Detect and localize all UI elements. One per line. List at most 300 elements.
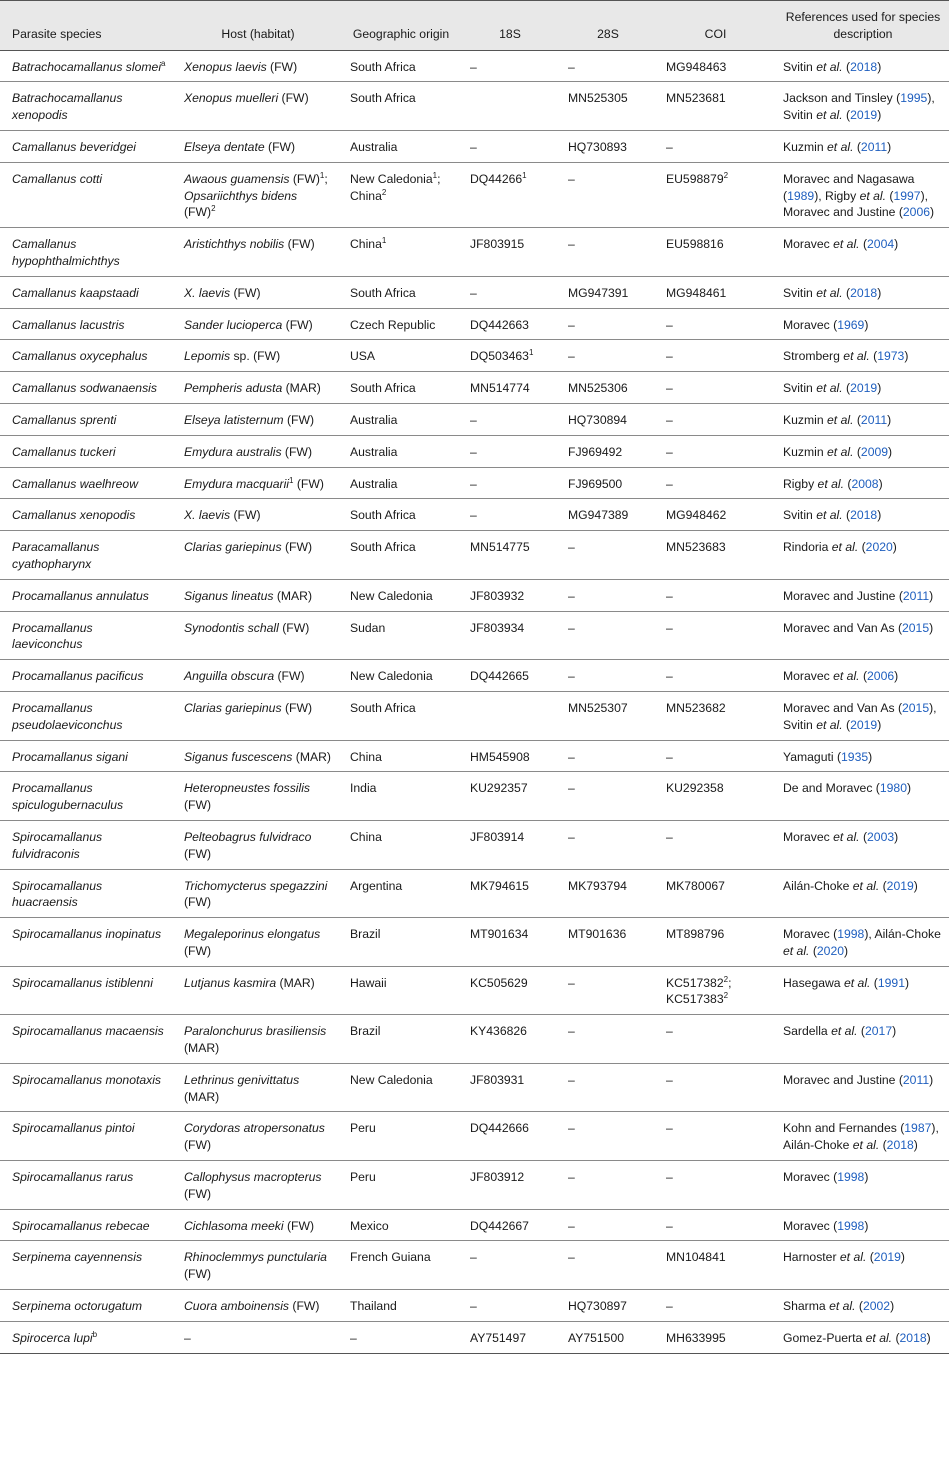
reference-text: Rindoria bbox=[783, 540, 832, 555]
parasite-species-cell bbox=[0, 1112, 172, 1161]
accession-18s: DQ442667 bbox=[470, 1218, 529, 1233]
parasite-species-cell bbox=[0, 1209, 172, 1241]
accession-28s: – bbox=[568, 975, 575, 990]
origin-cell bbox=[338, 869, 458, 918]
accession-coi-text: – bbox=[666, 1072, 673, 1087]
table-row bbox=[0, 1290, 949, 1322]
reference-citation-year: 2018 bbox=[850, 285, 878, 300]
reference-italic: et al. bbox=[816, 285, 843, 300]
host-italic: Callophysus macropterus bbox=[184, 1170, 322, 1185]
parasite-species-italic: Procamallanus laeviconchus bbox=[12, 620, 93, 652]
accession-coi-cell bbox=[654, 869, 771, 918]
accession-18s-cell bbox=[458, 660, 556, 692]
parasite-species-cell bbox=[0, 918, 172, 967]
accession-18s-cell bbox=[458, 228, 556, 277]
table-row bbox=[0, 740, 949, 772]
origin-cell bbox=[338, 228, 458, 277]
references-cell bbox=[771, 372, 949, 404]
reference-text: ( bbox=[842, 108, 851, 123]
parasite-species-italic: Serpinema cayennensis bbox=[12, 1250, 143, 1265]
accession-coi-cell bbox=[654, 1241, 771, 1290]
reference-text: ), Svitin bbox=[783, 91, 935, 123]
accession-28s: – bbox=[568, 317, 575, 332]
host-superscript: 1 bbox=[289, 475, 294, 485]
table-row bbox=[0, 467, 949, 499]
accession-coi-cell bbox=[654, 162, 771, 227]
accession-coi-cell bbox=[654, 82, 771, 131]
parasite-species-italic: Camallanus sprenti bbox=[12, 412, 117, 427]
accession-coi-text: MN523681 bbox=[666, 91, 726, 106]
reference-text: Moravec ( bbox=[783, 1170, 838, 1185]
accession-coi-text: KC517382 bbox=[666, 975, 724, 990]
accession-28s-cell bbox=[556, 740, 654, 772]
origin-superscript: 1 bbox=[432, 170, 438, 180]
origin-text: New Caledonia bbox=[350, 588, 433, 603]
accession-coi-text: MG948462 bbox=[666, 508, 727, 523]
table-row bbox=[0, 162, 949, 227]
accession-coi-text: – bbox=[666, 829, 673, 844]
reference-citation-year: 2019 bbox=[850, 108, 878, 123]
host-italic: Aristichthys nobilis bbox=[184, 237, 285, 252]
host-text: – bbox=[184, 1330, 191, 1345]
reference-citation-year: 2003 bbox=[867, 829, 895, 844]
accession-28s: MN525307 bbox=[568, 700, 628, 715]
host-text: (MAR) bbox=[184, 1089, 220, 1104]
host-italic: Opsariichthys bidens bbox=[184, 188, 298, 203]
origin-text: ; China bbox=[350, 171, 441, 203]
references-cell bbox=[771, 340, 949, 372]
accession-coi-superscript: 2 bbox=[723, 974, 729, 984]
accession-coi-cell bbox=[654, 740, 771, 772]
parasite-species-cell bbox=[0, 772, 172, 821]
accession-18s-cell bbox=[458, 340, 556, 372]
host-cell bbox=[172, 308, 338, 340]
parasite-species-italic: Spirocamallanus istiblenni bbox=[12, 975, 153, 990]
origin-text: Argentina bbox=[350, 878, 403, 893]
accession-28s-cell bbox=[556, 820, 654, 869]
reference-italic: et al. bbox=[829, 1299, 856, 1314]
parasite-species-cell bbox=[0, 869, 172, 918]
accession-coi-cell bbox=[654, 691, 771, 740]
accession-18s-cell bbox=[458, 691, 556, 740]
host-cell bbox=[172, 918, 338, 967]
accession-coi-text: – bbox=[666, 317, 673, 332]
header-row bbox=[0, 1, 949, 51]
accession-28s-cell bbox=[556, 1063, 654, 1112]
reference-text: Moravec ( bbox=[783, 1218, 838, 1233]
reference-text: ( bbox=[809, 943, 817, 958]
reference-text: Moravec and Van As ( bbox=[783, 620, 902, 635]
host-text: (FW) bbox=[230, 508, 261, 523]
host-italic: Pelteobagrus fulvidraco bbox=[184, 829, 312, 844]
accession-coi-cell bbox=[654, 611, 771, 660]
origin-cell bbox=[338, 1112, 458, 1161]
accession-coi-cell bbox=[654, 1321, 771, 1353]
accession-28s: – bbox=[568, 669, 575, 684]
reference-italic: et al. bbox=[843, 349, 870, 364]
host-text: (FW) bbox=[230, 285, 261, 300]
accession-28s-cell bbox=[556, 403, 654, 435]
reference-italic: et al. bbox=[827, 444, 854, 459]
reference-text: ) bbox=[929, 1072, 934, 1087]
accession-18s: JF803932 bbox=[470, 588, 525, 603]
table-row bbox=[0, 1209, 949, 1241]
host-italic: Xenopus laevis bbox=[184, 59, 267, 74]
origin-cell bbox=[338, 660, 458, 692]
accession-28s: HQ730897 bbox=[568, 1299, 627, 1314]
parasite-species-italic: Spirocamallanus inopinatus bbox=[12, 927, 162, 942]
accession-18s: DQ442663 bbox=[470, 317, 529, 332]
origin-cell bbox=[338, 820, 458, 869]
reference-text: ) bbox=[877, 108, 882, 123]
accession-28s: MN525306 bbox=[568, 381, 628, 396]
host-text: (FW) bbox=[184, 846, 212, 861]
references-cell bbox=[771, 435, 949, 467]
accession-28s: – bbox=[568, 749, 575, 764]
host-cell bbox=[172, 772, 338, 821]
parasite-species-cell bbox=[0, 691, 172, 740]
reference-text: ) bbox=[892, 1024, 897, 1039]
table-row bbox=[0, 1015, 949, 1064]
host-superscript: 2 bbox=[211, 204, 216, 214]
host-cell bbox=[172, 372, 338, 404]
origin-text: South Africa bbox=[350, 508, 416, 523]
host-cell bbox=[172, 467, 338, 499]
accession-18s: JF803912 bbox=[470, 1170, 525, 1185]
host-text: (MAR) bbox=[273, 588, 313, 603]
header-parasite-species: Parasite species bbox=[0, 1, 172, 51]
origin-text: South Africa bbox=[350, 700, 416, 715]
accession-coi-text: MH633995 bbox=[666, 1330, 726, 1345]
origin-cell bbox=[338, 611, 458, 660]
accession-28s-cell bbox=[556, 162, 654, 227]
origin-cell bbox=[338, 372, 458, 404]
accession-28s-cell bbox=[556, 499, 654, 531]
reference-text: ( bbox=[853, 139, 861, 154]
accession-coi-cell bbox=[654, 1161, 771, 1210]
parasite-species-cell bbox=[0, 1321, 172, 1353]
origin-text: China bbox=[350, 829, 382, 844]
accession-coi-text: – bbox=[666, 620, 673, 635]
accession-28s: – bbox=[568, 781, 575, 796]
accession-coi-cell bbox=[654, 276, 771, 308]
accession-18s-cell bbox=[458, 50, 556, 82]
reference-citation-year: 2018 bbox=[886, 1138, 914, 1153]
references-cell bbox=[771, 82, 949, 131]
references-cell bbox=[771, 660, 949, 692]
accession-coi-cell bbox=[654, 130, 771, 162]
accession-coi-cell bbox=[654, 50, 771, 82]
accession-coi-text: – bbox=[666, 669, 673, 684]
accession-coi-text: MN523683 bbox=[666, 540, 726, 555]
accession-28s: MK793794 bbox=[568, 878, 627, 893]
reference-citation-year: 2002 bbox=[862, 1299, 891, 1314]
accession-28s: HQ730894 bbox=[568, 412, 627, 427]
reference-citation-year: 2011 bbox=[902, 1072, 930, 1087]
accession-18s: HM545908 bbox=[470, 749, 530, 764]
host-italic: Siganus fuscescens bbox=[184, 749, 293, 764]
reference-citation-year: 2017 bbox=[865, 1024, 893, 1039]
origin-cell bbox=[338, 403, 458, 435]
references-cell bbox=[771, 1321, 949, 1353]
table-row bbox=[0, 660, 949, 692]
host-text: (MAR) bbox=[184, 1041, 220, 1056]
accession-18s-cell bbox=[458, 918, 556, 967]
reference-text: Harnoster bbox=[783, 1250, 840, 1265]
origin-text: Thailand bbox=[350, 1299, 397, 1314]
accession-28s: – bbox=[568, 540, 575, 555]
parasite-species-cell bbox=[0, 611, 172, 660]
reference-italic: et al. bbox=[852, 1138, 880, 1153]
reference-citation-year: 1969 bbox=[837, 317, 865, 332]
host-italic: Synodontis schall bbox=[184, 620, 279, 635]
parasite-species-cell bbox=[0, 499, 172, 531]
accession-coi-text: MK780067 bbox=[666, 878, 725, 893]
reference-text: ( bbox=[853, 412, 861, 427]
reference-italic: et al. bbox=[816, 508, 843, 523]
accession-18s: – bbox=[470, 139, 477, 154]
host-italic: Emydura australis bbox=[184, 444, 282, 459]
host-text: (FW) bbox=[281, 700, 313, 715]
reference-text: ) bbox=[894, 237, 899, 252]
table-row bbox=[0, 1112, 949, 1161]
accession-28s-cell bbox=[556, 966, 654, 1015]
parasite-species-italic: Spirocamallanus rebecae bbox=[12, 1218, 150, 1233]
parasite-species-cell bbox=[0, 308, 172, 340]
accession-coi-cell bbox=[654, 1112, 771, 1161]
reference-text: ( bbox=[842, 717, 851, 732]
host-text: (FW) bbox=[184, 1186, 212, 1201]
host-italic: Lethrinus genivittatus bbox=[184, 1072, 300, 1087]
accession-28s: – bbox=[568, 1250, 575, 1265]
table-row bbox=[0, 1063, 949, 1112]
host-italic: Siganus lineatus bbox=[184, 588, 274, 603]
host-text: (FW) bbox=[274, 669, 305, 684]
host-italic: Emydura macquarii bbox=[184, 476, 289, 491]
accession-18s: MN514775 bbox=[470, 540, 530, 555]
reference-italic: et al. bbox=[816, 108, 843, 123]
reference-italic: et al. bbox=[865, 1330, 893, 1345]
table-row bbox=[0, 340, 949, 372]
origin-text: Australia bbox=[350, 412, 398, 427]
host-cell bbox=[172, 660, 338, 692]
host-text: (FW) bbox=[289, 171, 320, 186]
accession-28s: – bbox=[568, 1072, 575, 1087]
reference-text: Sardella bbox=[783, 1024, 832, 1039]
host-italic: Corydoras atropersonatus bbox=[184, 1121, 325, 1136]
origin-text: China bbox=[350, 237, 382, 252]
host-cell bbox=[172, 531, 338, 580]
accession-coi-cell bbox=[654, 660, 771, 692]
accession-18s-superscript: 1 bbox=[528, 348, 534, 358]
reference-citation-year: 2011 bbox=[902, 588, 930, 603]
parasite-species-cell bbox=[0, 579, 172, 611]
table-body bbox=[0, 50, 949, 1353]
origin-text: Australia bbox=[350, 139, 398, 154]
accession-18s: DQ503463 bbox=[470, 349, 529, 364]
host-cell bbox=[172, 1161, 338, 1210]
reference-text: Jackson and Tinsley ( bbox=[783, 91, 901, 106]
table-row bbox=[0, 1321, 949, 1353]
reference-text: ) bbox=[907, 781, 912, 796]
reference-text: ) bbox=[864, 317, 869, 332]
accession-18s-cell bbox=[458, 435, 556, 467]
accession-18s-cell bbox=[458, 82, 556, 131]
reference-text: ) bbox=[868, 749, 873, 764]
accession-18s-cell bbox=[458, 869, 556, 918]
reference-text: ) bbox=[877, 381, 882, 396]
reference-citation-year: 2011 bbox=[860, 412, 888, 427]
host-italic: Awaous guamensis bbox=[184, 171, 290, 186]
accession-28s: – bbox=[568, 829, 575, 844]
header-coi: COI bbox=[654, 1, 771, 51]
host-text: (MAR) bbox=[276, 975, 315, 990]
reference-text: Stromberg bbox=[783, 349, 844, 364]
host-text: (FW) bbox=[278, 91, 309, 106]
accession-coi-text: – bbox=[666, 412, 673, 427]
accession-28s-cell bbox=[556, 660, 654, 692]
reference-italic: et al. bbox=[852, 878, 880, 893]
parasite-species-italic: Camallanus xenopodis bbox=[12, 508, 136, 523]
parasite-species-cell bbox=[0, 1063, 172, 1112]
accession-18s: – bbox=[470, 508, 477, 523]
accession-coi-cell bbox=[654, 531, 771, 580]
reference-text: ) bbox=[913, 1138, 918, 1153]
accession-coi-cell bbox=[654, 403, 771, 435]
host-text: (FW) bbox=[184, 943, 212, 958]
reference-italic: et al. bbox=[817, 476, 844, 491]
accession-18s-cell bbox=[458, 1063, 556, 1112]
references-cell bbox=[771, 1063, 949, 1112]
host-italic: Xenopus muelleri bbox=[184, 91, 279, 106]
accession-28s-cell bbox=[556, 1161, 654, 1210]
reference-italic: et al. bbox=[827, 139, 854, 154]
table-row bbox=[0, 276, 949, 308]
reference-text: ) bbox=[864, 1218, 869, 1233]
reference-italic: et al. bbox=[839, 1250, 867, 1265]
reference-text: ) bbox=[913, 878, 918, 893]
references-cell bbox=[771, 1290, 949, 1322]
reference-citation-year: 1987 bbox=[904, 1121, 932, 1136]
host-text: (FW) bbox=[289, 1299, 320, 1314]
accession-18s: – bbox=[470, 412, 477, 427]
host-cell bbox=[172, 691, 338, 740]
parasite-species-cell bbox=[0, 740, 172, 772]
accession-coi-text: MG948461 bbox=[666, 285, 727, 300]
origin-cell bbox=[338, 82, 458, 131]
accession-28s-cell bbox=[556, 1209, 654, 1241]
header-18s: 18S bbox=[458, 1, 556, 51]
reference-citation-year: 1973 bbox=[877, 349, 905, 364]
references-cell bbox=[771, 611, 949, 660]
reference-citation-year: 2011 bbox=[860, 139, 888, 154]
origin-cell bbox=[338, 691, 458, 740]
parasite-species-italic: Camallanus hypophthalmichthys bbox=[12, 237, 120, 268]
accession-coi-text: – bbox=[666, 1170, 673, 1185]
accession-18s-cell bbox=[458, 579, 556, 611]
parasite-species-italic: Camallanus waelhreow bbox=[12, 476, 138, 491]
reference-text: Moravec bbox=[783, 237, 834, 252]
accession-28s: MG947391 bbox=[568, 285, 629, 300]
host-text: (FW) bbox=[266, 59, 298, 74]
reference-text: ), Ailán-Choke bbox=[783, 1121, 939, 1153]
parasite-species-cell bbox=[0, 162, 172, 227]
accession-28s-cell bbox=[556, 691, 654, 740]
accession-28s-cell bbox=[556, 1112, 654, 1161]
host-text: (FW) bbox=[281, 444, 312, 459]
reference-citation-year: 2020 bbox=[816, 943, 845, 958]
origin-superscript: 2 bbox=[381, 187, 387, 197]
accession-coi-text: EU598816 bbox=[666, 237, 724, 252]
accession-18s-cell bbox=[458, 276, 556, 308]
references-cell bbox=[771, 162, 949, 227]
references-cell bbox=[771, 579, 949, 611]
reference-citation-year: 2018 bbox=[850, 59, 878, 74]
reference-citation-year: 1980 bbox=[879, 781, 907, 796]
accession-28s-cell bbox=[556, 579, 654, 611]
reference-text: Ailán-Choke bbox=[783, 878, 853, 893]
reference-citation-year: 1935 bbox=[841, 749, 869, 764]
table-row bbox=[0, 372, 949, 404]
accession-coi-cell bbox=[654, 579, 771, 611]
accession-18s-cell bbox=[458, 820, 556, 869]
host-italic: Rhinoclemmys punctularia bbox=[184, 1250, 327, 1265]
host-cell bbox=[172, 820, 338, 869]
accession-18s: JF803931 bbox=[470, 1072, 525, 1087]
accession-18s: KU292357 bbox=[470, 781, 528, 796]
accession-28s: – bbox=[568, 171, 575, 186]
accession-28s: MT901636 bbox=[568, 927, 627, 942]
reference-text: ( bbox=[842, 59, 851, 74]
reference-text: Moravec and Justine ( bbox=[783, 1072, 903, 1087]
accession-18s: MT901634 bbox=[470, 927, 529, 942]
reference-text: ( bbox=[869, 349, 878, 364]
reference-text: ( bbox=[886, 188, 894, 203]
reference-text: Moravec bbox=[783, 829, 834, 844]
reference-italic: et al. bbox=[816, 717, 843, 732]
accession-28s-cell bbox=[556, 50, 654, 82]
accession-28s: – bbox=[568, 1218, 575, 1233]
reference-italic: et al. bbox=[843, 975, 871, 990]
host-italic: Clarias gariepinus bbox=[184, 700, 282, 715]
accession-28s: HQ730893 bbox=[568, 139, 627, 154]
accession-28s: AY751500 bbox=[568, 1330, 625, 1345]
parasite-species-italic: Spirocamallanus macaensis bbox=[12, 1024, 164, 1039]
parasite-species-cell bbox=[0, 82, 172, 131]
host-text: (FW) bbox=[293, 476, 324, 491]
reference-text: Moravec and Nagasawa ( bbox=[783, 171, 915, 203]
reference-citation-year: 1991 bbox=[877, 975, 905, 990]
parasite-species-italic: Batrachocamallanus slomei bbox=[12, 59, 162, 74]
accession-18s: – bbox=[470, 444, 477, 459]
accession-28s-cell bbox=[556, 308, 654, 340]
parasite-species-cell bbox=[0, 966, 172, 1015]
reference-citation-year: 1989 bbox=[787, 188, 815, 203]
host-italic: Cichlasoma meeki bbox=[184, 1218, 284, 1233]
host-italic: Sander lucioperca bbox=[184, 317, 283, 332]
parasite-species-italic: Spirocamallanus fulvidraconis bbox=[12, 829, 103, 861]
table-row bbox=[0, 772, 949, 821]
parasite-species-italic: Spirocerca lupi bbox=[12, 1330, 93, 1345]
accession-coi-cell bbox=[654, 308, 771, 340]
host-text: (FW) bbox=[284, 237, 315, 252]
reference-text: ) bbox=[877, 285, 882, 300]
reference-text: ) bbox=[929, 620, 934, 635]
reference-citation-year: 2018 bbox=[850, 508, 878, 523]
origin-cell bbox=[338, 50, 458, 82]
origin-text: Hawaii bbox=[350, 975, 387, 990]
parasite-species-italic: Spirocamallanus monotaxis bbox=[12, 1072, 162, 1087]
